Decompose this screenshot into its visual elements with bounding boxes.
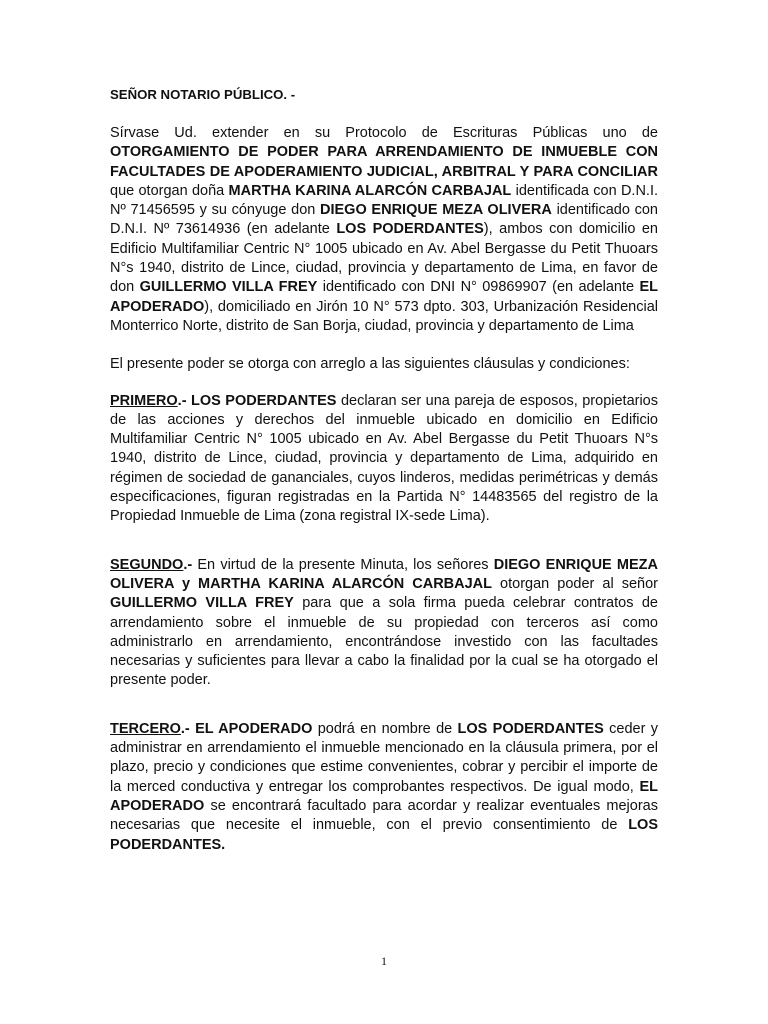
clause-primero-bold-1: LOS PODERDANTES — [191, 392, 337, 409]
clause-segundo-text-2: otorgan poder al señor — [492, 575, 658, 592]
clause-primero — [110, 392, 658, 527]
clause-segundo-bold-2: GUILLERMO VILLA FREY — [110, 595, 294, 612]
clause-primero-text-1: declaran ser una pareja de esposos, propietarios de las acciones y derechos del inmueble ubicado en domicilio en Edificio Multifamiliar Centric N° 1005 ubicado en Av. Abel Bergasse du Petit Thuoars N°s 1940, distrito de Lince, ciudad, provincia y departamento de Lima, adquirido en régimen de sociedad de gananciales, cuyos linderos, medidas perimétricas y demás especificaciones, figuran registradas en la Partida N° 14483565 del registro de la Propiedad Inmueble de Lima (zona registral IX-sede Lima). — [110, 392, 658, 525]
page-number: 1 — [381, 954, 387, 968]
intro-bold-name-martha: MARTHA KARINA ALARCÓN CARBAJAL — [228, 182, 512, 199]
intro-bold-apoderado: EL APODERADO — [110, 279, 658, 315]
intro-text-7: ), domiciliado en Jirón 10 N° 573 dpto. 303, Urbanización Residencial Monterrico Norte, distrito de San Borja, ciudad, provincia y departamento de Lima — [110, 298, 658, 334]
clause-segundo-bold-1: DIEGO ENRIQUE MEZA OLIVERA y MARTHA KARINA ALARCÓN CARBAJAL — [110, 556, 658, 592]
clause-segundo — [110, 556, 658, 691]
intro-text-3: identificada con D.N.I. Nº 71456595 y su cónyuge don — [110, 182, 658, 219]
intro-text-5: ), ambos con domicilio en Edificio Multifamiliar Centric N° 1005 ubicado en Av. Abel Bergasse du Petit Thuoars N°s 1940, distrito de Lince, ciudad, provincia y departamento de Lima, en favor de don — [110, 221, 658, 296]
intro-text-1: Sírvase Ud. extender en su Protocolo de Escrituras Públicas uno de — [110, 125, 658, 141]
intro-paragraph — [110, 124, 658, 336]
presente-paragraph: El presente poder se otorga con arreglo a las siguientes cláusulas y condiciones: — [110, 356, 630, 373]
clause-segundo-sep: .- — [183, 556, 193, 573]
clause-tercero-text-3: se encontrará facultado para acordar y realizar eventuales mejoras necesarias que necesite el inmueble, con el previo consentimiento de — [110, 797, 658, 834]
clause-tercero-bold-3: EL APODERADO — [110, 778, 658, 814]
clause-primero-sep: .- — [177, 392, 192, 409]
clause-segundo-label: SEGUNDO — [110, 556, 184, 573]
clause-tercero-text-2: ceder y administrar en arrendamiento el inmueble mencionado en la cláusula primera, por el plazo, precio y condiciones que estime convenientes, cobrar y percibir el importe de la merced conductiva y entregar los comprobantes respectivos. De igual modo, — [110, 720, 659, 795]
document-heading: SEÑOR NOTARIO PÚBLICO. - — [110, 87, 296, 102]
intro-text-6: identificado con DNI N° 09869907 (en adelante — [317, 279, 640, 296]
document-page — [110, 85, 658, 855]
intro-bold-name-guillermo: GUILLERMO VILLA FREY — [139, 279, 318, 296]
clause-segundo-text-3: para que a sola firma pueda celebrar contratos de arrendamiento sobre el inmueble de su propiedad con terceros así como administrarlo en arrendamiento, encontrándose investido con las facultades necesarias y suficientes para llevar a cabo la finalidad por la cual se ha otorgado el presente poder. — [110, 595, 658, 689]
clause-tercero-text-1: podrá en nombre de — [312, 720, 458, 737]
clause-tercero — [110, 720, 658, 855]
intro-text-2: que otorgan doña — [110, 182, 229, 199]
clause-tercero-label: TERCERO — [110, 720, 181, 737]
clause-tercero-bold-4: LOS PODERDANTES. — [110, 817, 658, 853]
intro-bold-title: OTORGAMIENTO DE PODER PARA ARRENDAMIENTO DE INMUEBLE CON FACULTADES DE APODERAMIENTO JUDICIAL, ARBITRAL Y PARA CONCILIAR — [110, 144, 658, 180]
clause-tercero-sep: .- — [180, 720, 196, 737]
clause-tercero-bold-2: LOS PODERDANTES — [457, 720, 604, 737]
clause-segundo-text-1: En virtud de la presente Minuta, los señores — [192, 556, 494, 573]
intro-bold-poderdantes: LOS PODERDANTES — [336, 221, 484, 238]
intro-bold-name-diego: DIEGO ENRIQUE MEZA OLIVERA — [320, 202, 552, 219]
intro-text-4: identificado con D.N.I. Nº 73614936 (en adelante — [110, 202, 658, 238]
clause-tercero-bold-1: EL APODERADO — [195, 720, 313, 737]
clause-primero-label: PRIMERO — [110, 392, 178, 409]
